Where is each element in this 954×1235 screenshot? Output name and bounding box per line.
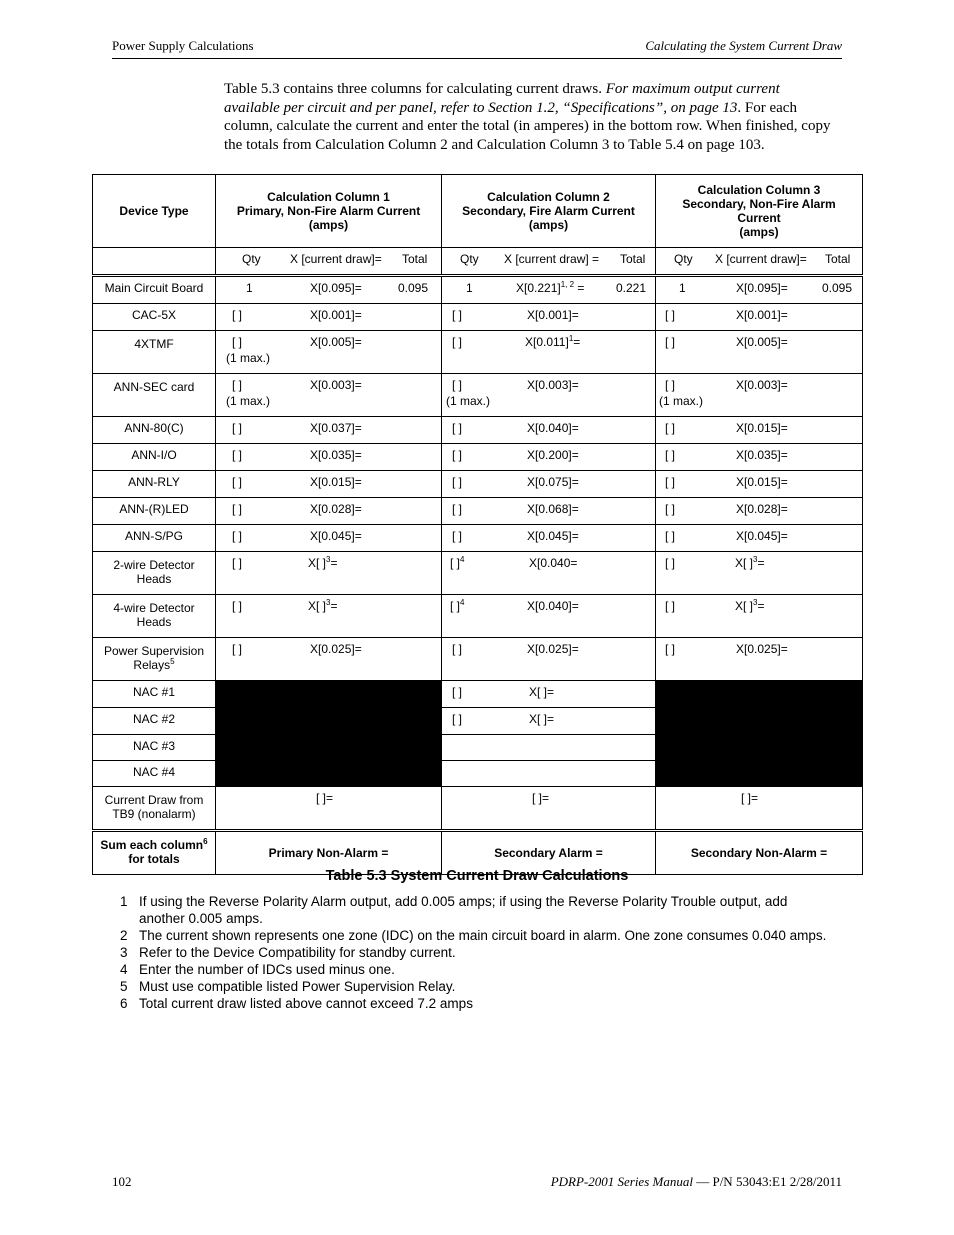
table-row: NAC #3 [93,735,863,761]
footnotes [120,893,830,1012]
table-caption: Table 5.3 System Current Draw Calculations [325,868,629,884]
table-row: Main Circuit Board 1 X[0.095]= 0.095 1 $X[0.221]^{1, 2}$ = 0.221 1 X[0.095]= 0.095 [93,276,863,304]
table-row: 4-wire Detector Heads [ ] X[ ]$^3$= [ ]$^4$ X[0.040]= [ ] X[ ]$^3$= [93,595,863,638]
header-section: Power Supply Calculations [112,38,254,53]
table-row: ANN-(R)LED [ ] X[0.028]= [ ] X[0.068]= [ ] X[0.028]= [93,498,863,525]
table-row: NAC #4 [93,761,863,787]
table-row: ANN-I/O [ ] X[0.035]= [ ] X[0.200]= [ ] X[0.035]= [93,444,863,471]
device-type-header: Device Type [93,175,216,248]
table-row: NAC #2 [ ] X[ ]= [93,708,863,735]
blocked-cell [216,681,442,787]
table-row: ANN-80(C) [ ] X[0.037]= [ ] X[0.040]= [ ] X[0.015]= [93,417,863,444]
table-row: 2-wire Detector Heads [ ] X[ ]$^3$= [ ]$^4$ X[0.040= [ ] X[ ]$^3$= [93,552,863,595]
footnote: 6 Total current draw listed above cannot exceed 7.2 amps [120,996,473,1011]
primary-non-alarm-total: Primary Non-Alarm = [216,831,442,875]
table-row: Current Draw from TB9 (nonalarm) [ ]= [ ]= [ ]= [93,787,863,831]
device-main-board: Main Circuit Board [93,276,216,304]
table-row: ANN-RLY [ ] X[0.015]= [ ] X[0.075]= [ ] X[0.015]= [93,471,863,498]
table-row: ANN-SEC card [ ] (1 max.) X[0.003]= [ ] (1 max.) X[0.003]= [ ] (1 max.) X[0.003]= [93,374,863,417]
blocked-cell [656,681,863,787]
col3-header: Calculation Column 3 Secondary, Non-Fire Alarm Current (amps) [656,175,863,248]
header-title: Calculating the System Current Draw [645,38,842,53]
footnote: 3 Refer to the Device Compatibility for standby current. [120,945,456,960]
intro-specs-reference[interactable]: For maximum output current available per circuit and per panel, refer to Section 1.2, “Specifications”, on page 13 [224,81,780,116]
table-row: CAC-5X [ ] X[0.001]= [ ] X[0.001]= [ ] X[0.001]= [93,304,863,331]
totals-row: Sum each column$^6$ for totals Primary Non-Alarm = Secondary Alarm = Secondary Non-Alarm = [93,831,863,875]
intro-text-1: Table 5.3 contains three columns for calculating current draws. [224,81,606,97]
page-header [112,38,842,59]
table-row: Power Supervision Relays$^5$ [ ] X[0.025]= [ ] X[0.025]= [ ] X[0.025]= [93,638,863,681]
intro-text-2: . For each column, calculate the current and enter the total (in amperes) in the bottom row. When finished, copy the totals from Calculation Column 2 and Calculation Column 3 to Table 5.4 on page 103. [224,99,831,153]
page-number: 102 [112,1174,132,1189]
table-row: 4XTMF [ ] (1 max.) X[0.005]= [ ] $X[0.011]^1=$ [ ] X[0.005]= [93,331,863,374]
col1-header: Calculation Column 1 Primary, Non-Fire Alarm Current (amps) [216,175,442,248]
footnote: 2 The current shown represents one zone (IDC) on the main circuit board in alarm. One zone consumes 0.040 amps. [120,928,827,943]
footnote: 1 If using the Reverse Polarity Alarm output, add 0.005 amps; if using the Reverse Polarity Trouble output, add another 0.005 amps. [120,894,788,926]
manual-reference: PDRP-2001 Series Manual — P/N 53043:E1 2/28/2011 [550,1174,842,1189]
secondary-alarm-total: Secondary Alarm = [442,831,656,875]
table-header-row [93,175,863,248]
table-row: ANN-S/PG [ ] X[0.045]= [ ] X[0.045]= [ ] X[0.045]= [93,525,863,552]
col2-header: Calculation Column 2 Secondary, Fire Alarm Current (amps) [442,175,656,248]
secondary-non-alarm-total: Secondary Non-Alarm = [656,831,863,875]
table-row: NAC #1 [ ] X[ ]= [93,681,863,708]
intro-paragraph [224,80,834,154]
table-subheader-row: Qty X [current draw]= Total Qty X [current draw] = Total Qty X [current draw]= Total [93,248,863,276]
current-draw-table [92,174,863,875]
footnote: 4 Enter the number of IDCs used minus one. [120,962,395,977]
footnote: 5 Must use compatible listed Power Supervision Relay. [120,979,456,994]
